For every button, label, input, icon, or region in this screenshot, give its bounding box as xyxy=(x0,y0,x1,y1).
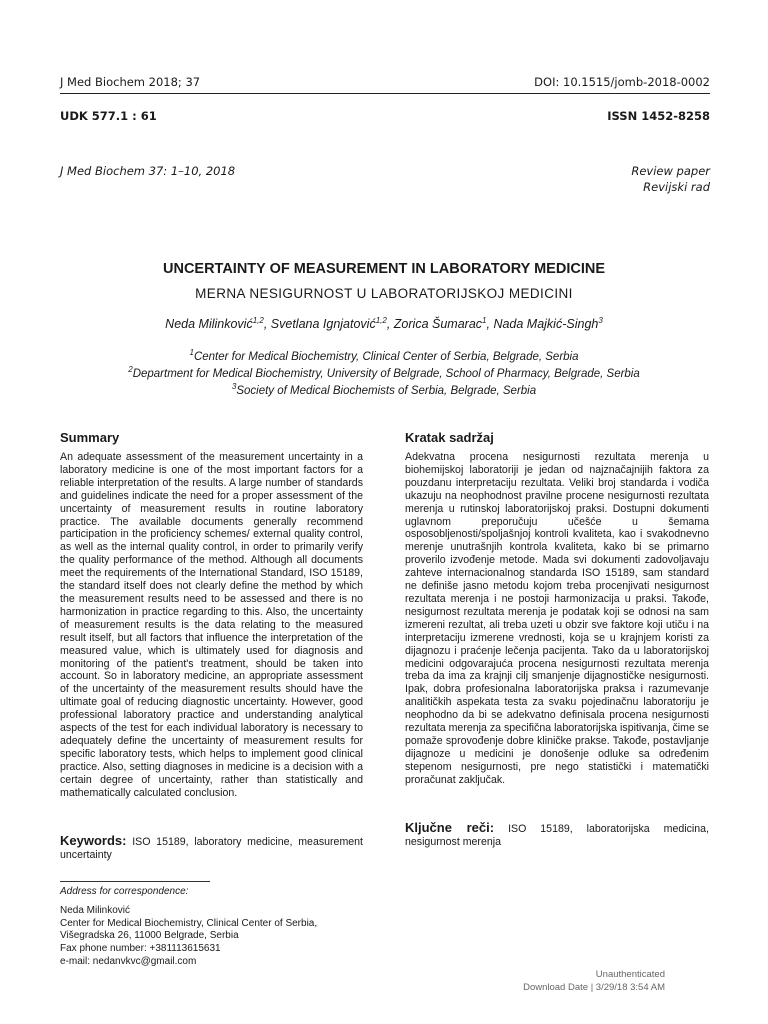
footnote-rule xyxy=(60,881,210,882)
author-affiliation-mark: 3 xyxy=(598,315,603,325)
title-sr: MERNA NESIGURNOST U LABORATORIJSKOJ MEDICINI xyxy=(195,286,573,301)
auth-status: Unauthenticated xyxy=(595,969,665,980)
author-list: Neda Milinković$^{1,2}$, Svetlana Ignjatović$^{1,2}$, Zorica Šumarac$^1$, Nada Majkić-Singh$^3$ xyxy=(165,315,603,331)
affiliation xyxy=(0,383,768,400)
correspondence-line: e-mail: nedanvkvc@gmail.com xyxy=(60,955,197,967)
summary-heading: Summary xyxy=(60,430,120,445)
kratak-paragraph: Adekvatna procena nesigurnosti rezultata merenja u biohemijskoj laboratoriji je jedan od najznačajnijih faktora za pouzdanu interpretaciju rezultata. Veliki broj standarda i vodiča ukazuju na neophodnost pravilne procene nesigurnosti rezultata merenja u rutinskoj laboratorijskoj praksi. Dostupni dokumenti uglavnom preporučuju učešće u šemama osposobljenosti/spoljašnjoj kontroli kvaliteta, kao i svakodnevno merenje unutrašnjih kontrola kvaliteta, kako bi se primarno proverilo izvođenje metode. Mada svi dokumenti zadovoljavaju zahteve internacionalnog standarda ISO 15189, sam standard ne definiše jasno metodu kojom treba procenjivati nesigurnost rezultata merenja i ne postoji harmonizacija u praksi. Takođe, nesigurnost rezultata merenja je podatak koji se odnosi na sam izmereni rezultat, ali treba uzeti u obzir sve faktore koji utiču i na interpretaciju izmerene vrednosti, koja se u krajnjem koristi za dijagnozu i praćenje lečenja pacijenta. Tako da u laboratorijskoj medicini odgovarajuća procena nesigurnosti rezultata merenja treba da ima za krajnji cilj smanjenje dijagnostičke nesigurnosti. Ipak, dobra profesionalna laboratorijska praksa i razumevanje analitičkih aspekata testa za svaku pojedinačnu laboratoriju je neophodno da bi se adekvatno definisala procena nesigurnosti rezultata merenja za specifična laboratorijska ispitivanja, čime se pomaže sprovođenje dobre kliničke prakse. Takođe, postavljanje dijagnoze u medicini je donošenje odluke sa određenim stepenom nesigurnosti, pre nego statistički i matematički proračunat zaključak. xyxy=(405,451,709,786)
paper-type-sr: Revijski rad xyxy=(643,180,710,194)
download-date: Download Date | 3/29/18 3:54 AM xyxy=(523,982,665,993)
keywords xyxy=(60,835,363,862)
paper-type: Review paper xyxy=(631,164,710,178)
udk: UDK 577.1 : 61 xyxy=(60,109,157,123)
doi[interactable]: DOI: 10.1515/jomb-2018-0002 xyxy=(534,75,710,89)
correspondence-line: Neda Milinković xyxy=(60,905,131,916)
author-name: Svetlana Ignjatović xyxy=(270,317,376,331)
affiliation xyxy=(0,349,768,366)
keywords-label: Keywords: xyxy=(60,833,127,848)
kljucne-reci xyxy=(405,822,709,849)
correspondence-address xyxy=(60,905,317,969)
summary-text xyxy=(60,451,363,799)
kljucne-reci-label: Ključne reči: xyxy=(405,820,495,835)
author-name: Nada Majkić-Singh xyxy=(493,317,599,331)
title-en: UNCERTAINTY OF MEASUREMENT IN LABORATORY MEDICINE xyxy=(163,261,605,277)
summary-paragraph: An adequate assessment of the measurement uncertainty in a laboratory medicine is one of the most important factors for a reliable interpretation of the results. A large number of standards and guidelines indicate the need for a proper assessment of the uncertainty of measurement results in routine laboratory practice. The available documents generally recommend participation in the proficiency schemes/ external quality control, as well as the internal quality control, in order to primarily verify the quality performance of the method. Although all documents meet the requirements of the International Standard, ISO 15189, the standard itself does not clearly define the method by which the measurement results need to be assessed and there is no harmonization in practice regarding to this. Also, the uncertainty of measurement results is the data relating to the measured result itself, but all factors that influence the interpretation of the measured value, which is ultimately used for diagnosis and monitoring of the patient's treatment, should be taken into account. So in laboratory medicine, an appropriate assessment of the uncertainty of the measurement results should have the ultimate goal of reducing diagnostic uncertainty. However, good professional laboratory practice and understanding analytical aspects of the test for each individual laboratory is necessary to adequately define the uncertainty of measurement results for specific laboratory tests, which helps to implement good clinical practice. Also, setting diagnoses in medicine is a decision with a certain degree of uncertainty, rather than statistically and mathematically calculated conclusion. xyxy=(60,451,363,799)
affiliation xyxy=(0,366,768,383)
kljucne-reci-value: ISO 15189, laboratorijska medicina, nesigurnost merenja xyxy=(405,823,709,848)
issn: ISSN 1452-8258 xyxy=(607,109,710,123)
affiliation-mark: 2 xyxy=(128,365,133,375)
author-name: Zorica Šumarac xyxy=(393,317,483,331)
correspondence-line: Višegradska 26, 11000 Belgrade, Serbia xyxy=(60,930,239,942)
affiliation-mark: 3 xyxy=(231,382,237,392)
keywords-value: ISO 15189, laboratory medicine, measurement uncertainty xyxy=(60,836,363,861)
journal-header: J Med Biochem 2018; 37 xyxy=(60,75,201,89)
affiliation-text: Society of Medical Biochemists of Serbia, Belgrade, Serbia xyxy=(236,385,537,397)
affiliation-text: Department for Medical Biochemistry, University of Belgrade, School of Pharmacy, Belgrade, Serbia xyxy=(132,368,640,380)
correspondence-label: Address for correspondence: xyxy=(60,886,189,897)
header-rule xyxy=(60,93,710,94)
affiliation-list xyxy=(0,349,768,400)
affiliation-text: Center for Medical Biochemistry, Clinical Center of Serbia, Belgrade, Serbia xyxy=(193,351,579,363)
correspondence-line: Fax phone number: +381113615631 xyxy=(60,943,221,955)
kratak-heading: Kratak sadržaj xyxy=(405,430,494,445)
correspondence-line: Center for Medical Biochemistry, Clinical Center of Serbia, xyxy=(60,917,318,929)
author-affiliation-mark: 1,2 xyxy=(375,315,387,325)
affiliation-mark: 1 xyxy=(189,348,194,358)
author-affiliation-mark: 1 xyxy=(482,315,487,325)
author-affiliation-mark: 1,2 xyxy=(252,315,264,325)
citation: J Med Biochem 37: 1–10, 2018 xyxy=(60,164,236,178)
author-name: Neda Milinković xyxy=(165,317,253,331)
kratak-text xyxy=(405,451,709,787)
